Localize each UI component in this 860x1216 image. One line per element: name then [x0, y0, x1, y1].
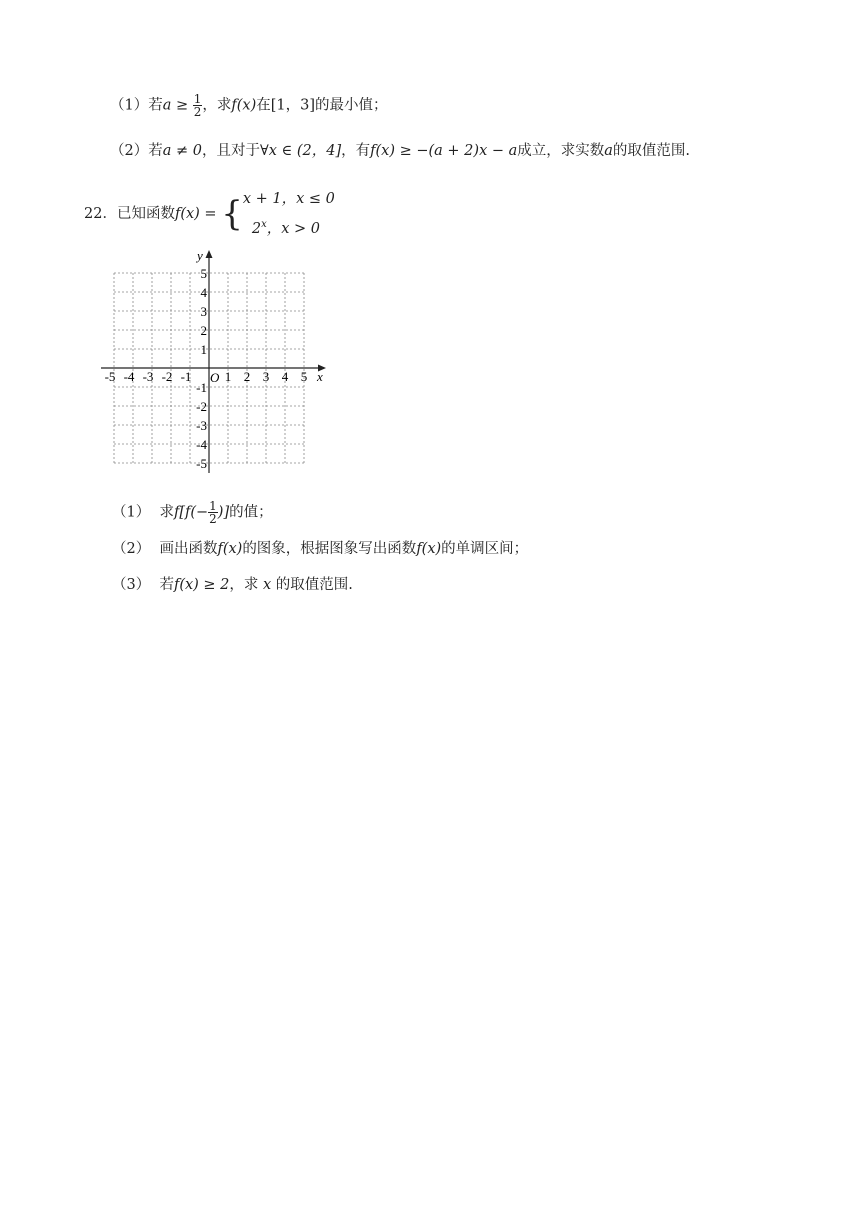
y-tick-label: -1	[196, 380, 207, 395]
sub-question-2: （2） 画出函数f(x)的图象，根据图象写出函数f(x)的单调区间；	[112, 541, 529, 557]
part-number: （1）	[112, 504, 151, 521]
part-number: （2）	[110, 143, 149, 159]
prev-part2: （2）若a ≠ 0，且对于∀x ∈ (2，4]，有f(x) ≥ −(a + 2)x − a成立，求实数a的取值范围.	[110, 143, 691, 159]
x-tick-label: -3	[142, 369, 154, 384]
x-tick-label: -2	[161, 369, 173, 384]
x-tick-label: 3	[262, 369, 270, 384]
y-axis-arrow	[206, 250, 213, 258]
x-tick-label: 5	[300, 369, 308, 384]
y-tick-label: 5	[200, 266, 207, 281]
fraction-half: $\frac{1}{2}$	[209, 499, 217, 526]
question-number: 22．	[84, 205, 117, 222]
case-1: x + 1，x ≤ 0	[242, 191, 335, 207]
x-tick-label: 2	[243, 369, 251, 384]
part-number: （3）	[112, 577, 151, 593]
y-axis-label: y	[197, 248, 203, 263]
x-tick-label: 1	[224, 369, 232, 384]
y-tick-label: 1	[200, 342, 207, 357]
x-tick-label: -4	[123, 369, 135, 384]
y-tick-label: 4	[200, 285, 207, 300]
y-tick-label: -4	[196, 437, 207, 452]
fraction-half: $\frac{1}{2}$	[193, 92, 202, 119]
x-axis-label: x	[317, 369, 323, 384]
sub-question-3: （3） 若f(x) ≥ 2，求 x 的取值范围.	[112, 577, 353, 593]
y-tick-label: -2	[196, 399, 207, 414]
coordinate-grid	[98, 246, 330, 478]
origin-label: O	[210, 370, 220, 385]
y-tick-label: 2	[200, 323, 207, 338]
x-tick-label: 4	[281, 369, 289, 384]
y-tick-label: -3	[196, 418, 207, 433]
x-tick-label: -5	[104, 369, 116, 384]
piecewise-cases	[243, 186, 335, 242]
case-2: 2$^x$，x > 0	[251, 219, 320, 237]
prev-part1: （1）若a ≥ $\frac{1}{2}$ ，求f(x)在[1，3]的最小值；	[110, 92, 388, 119]
y-tick-label: 3	[200, 304, 207, 319]
sub-question-1: （1） 求f[f(− $\frac{1}{2}$ )]的值；	[112, 499, 273, 526]
question-22-stem: 22．已知函数f(x) = { x + 1，x ≤ 0 2$^x$，x > 0	[84, 186, 335, 242]
part-number: （1）	[110, 97, 149, 114]
left-brace: {	[221, 193, 243, 234]
x-tick-label: -1	[180, 369, 192, 384]
part-number: （2）	[112, 541, 151, 557]
y-tick-label: -5	[196, 456, 207, 471]
